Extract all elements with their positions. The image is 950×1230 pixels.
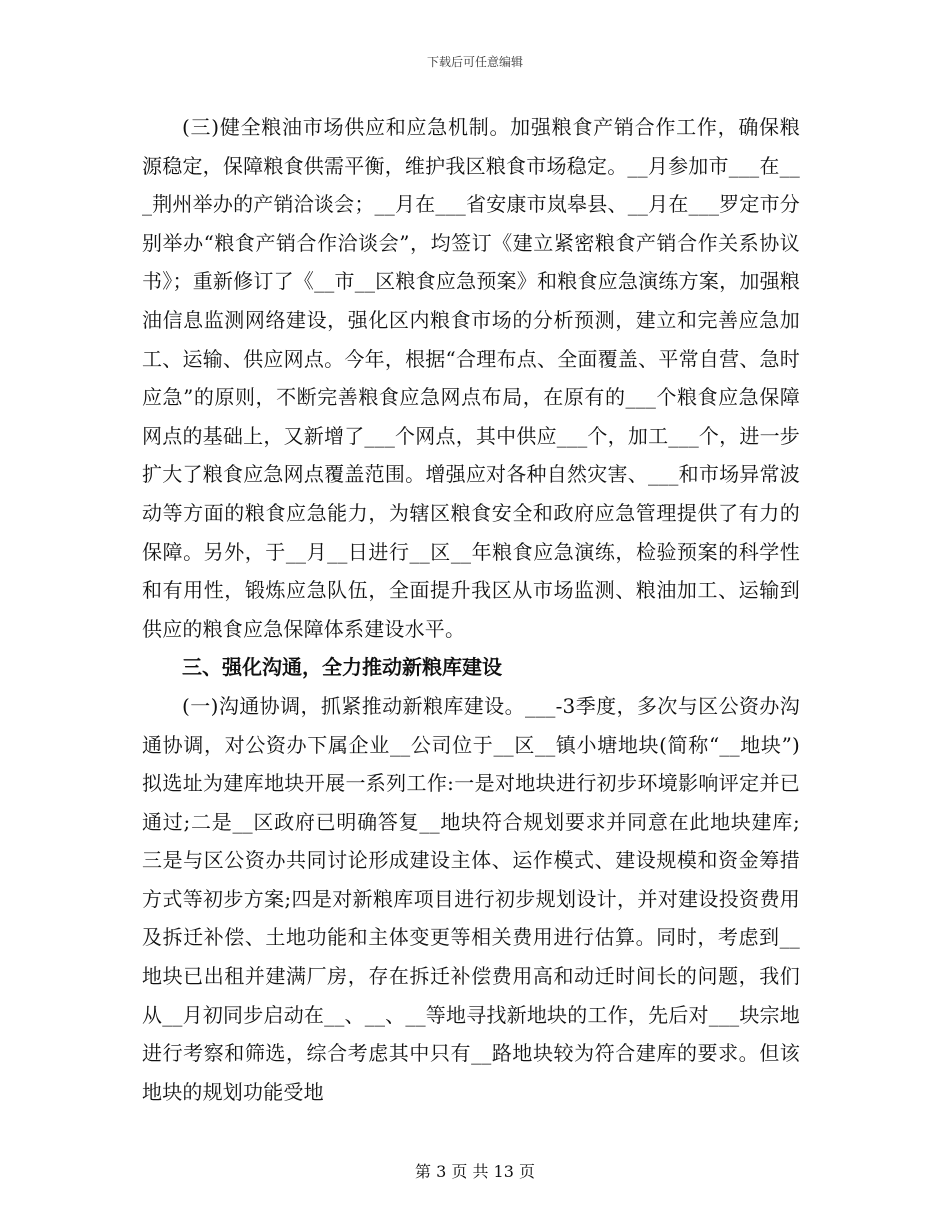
page-header-note: 下载后可任意编辑 (426, 55, 523, 69)
section-heading-3: 三、强化沟通，全力推动新粮库建设 (182, 655, 502, 680)
paragraph-emergency-mechanism: (三)健全粮油市场供应和应急机制。加强粮食产销合作工作，确保粮源稳定，保障粮食供需平衡，维护我区粮食市场稳定。__月参加市___在___荆州举办的产销洽谈会；__月在___省安康市岚皋县、__月在___罗定市分别举办“粮食产销合作洽谈会”，均签订《建立紧密粮食产销合作关系协议书》；重新修订了《__市__区粮食应急预案》和粮食应急演练方案，加强粮油信息监测网络建设，强化区内粮食市场的分析预测，建立和完善应急加工、运输、供应网点。今年，根据“合理布点、全面覆盖、平常自营、急时应急”的原则，不断完善粮食应急网点布局，在原有的___个粮食应急保障网点的基础上，又新增了___个网点，其中供应___个，加工___个，进一步扩大了粮食应急网点覆盖范围。增强应对各种自然灾害、___和市场异常波动等方面的粮食应急能力，为辖区粮食安全和政府应急管理提供了有力的保障。另外，于__月__日进行__区__年粮食应急演练，检验预案的科学性和有用性，锻炼应急队伍，全面提升我区从市场监测、粮油加工、运输到供应的粮食应急保障体系建设水平。 (142, 115, 800, 641)
paragraph-new-granary: (一)沟通协调，抓紧推动新粮库建设。___-3季度，多次与区公资办沟通协调，对公资办下属企业__公司位于__区__镇小塘地块(简称“__地块”)拟选址为建库地块开展一系列工作:一是对地块进行初步环境影响评定并已通过;二是__区政府已明确答复__地块符合规划要求并同意在此地块建库;三是与区公资办共同讨论形成建设主体、运作模式、建设规模和资金筹措方式等初步方案;四是对新粮库项目进行初步规划设计，并对建设投资费用及拆迁补偿、土地功能和主体变更等相关费用进行估算。同时，考虑到__地块已出租并建满厂房，存在拆迁补偿费用高和动迁时间长的问题，我们从__月初同步启动在__、__、__等地寻找新地块的工作，先后对___块宗地进行考察和筛选，综合考虑其中只有__路地块较为符合建库的要求。但该地块的规划功能受地 (142, 693, 800, 1104)
document-body (142, 108, 800, 1111)
page-number-footer: 第 3 页 共 13 页 (415, 1162, 535, 1181)
